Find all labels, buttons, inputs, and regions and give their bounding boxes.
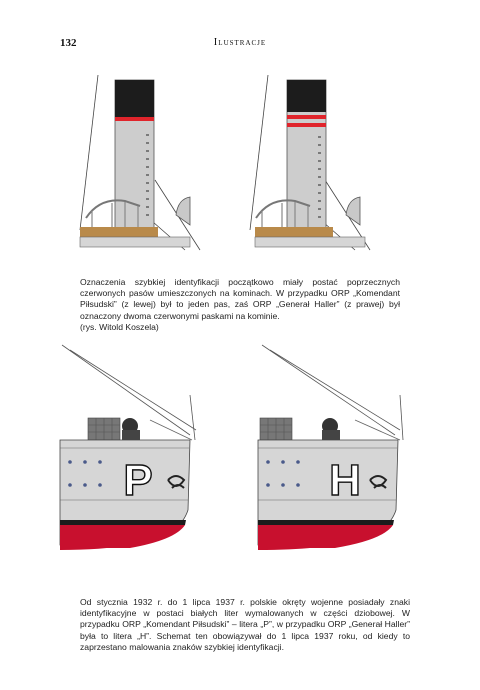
bow-illustration xyxy=(0,340,480,575)
figure1-caption: Oznaczenia szybkiej identyfikacji początkowo miały postać poprzecznych czerwonych pasów umieszczonych na kominach. W przypadku ORP „Komendant Piłsudski” (z lewej) był to jeden pas, zaś ORP „Generał Haller” (z prawej) był oznaczony dwoma czerwonymi paskami na kominie. xyxy=(80,277,400,321)
funnel-left-single-stripe xyxy=(80,75,200,250)
bow-left-letter-p xyxy=(60,345,196,550)
letter-h: H xyxy=(329,456,361,505)
funnel-right-double-stripe xyxy=(250,75,370,250)
red-stripe xyxy=(115,117,154,121)
funnel-cap-black xyxy=(115,80,154,117)
figure1-credit: (rys. Witold Koszela) xyxy=(80,321,159,332)
page-number: 132 xyxy=(60,37,77,49)
red-stripe xyxy=(287,115,326,119)
running-head: Ilustracje xyxy=(213,37,267,48)
figure1-caption-block xyxy=(80,277,400,333)
funnel-cap-black xyxy=(287,80,326,112)
bow-right-letter-h xyxy=(258,345,403,550)
red-stripe xyxy=(287,123,326,127)
funnel-illustration xyxy=(0,75,480,255)
letter-p: P xyxy=(123,456,153,505)
figure2-caption: Od stycznia 1932 r. do 1 lipca 1937 r. polskie okręty wojenne posiadały znaki identyfikacyjne w postaci białych liter wymalowanych w części dziobowej. W przypadku ORP „Komendant Piłsudski” – litera „P”, w przypadku ORP „Generał Haller” była to litera „H”. Schemat ten obowiązywał do 1 lipca 1937 roku, od kiedy to zaprzestano malowania znaków szybkiej identyfikacji. xyxy=(80,597,410,652)
figure2-caption-block xyxy=(80,597,410,653)
